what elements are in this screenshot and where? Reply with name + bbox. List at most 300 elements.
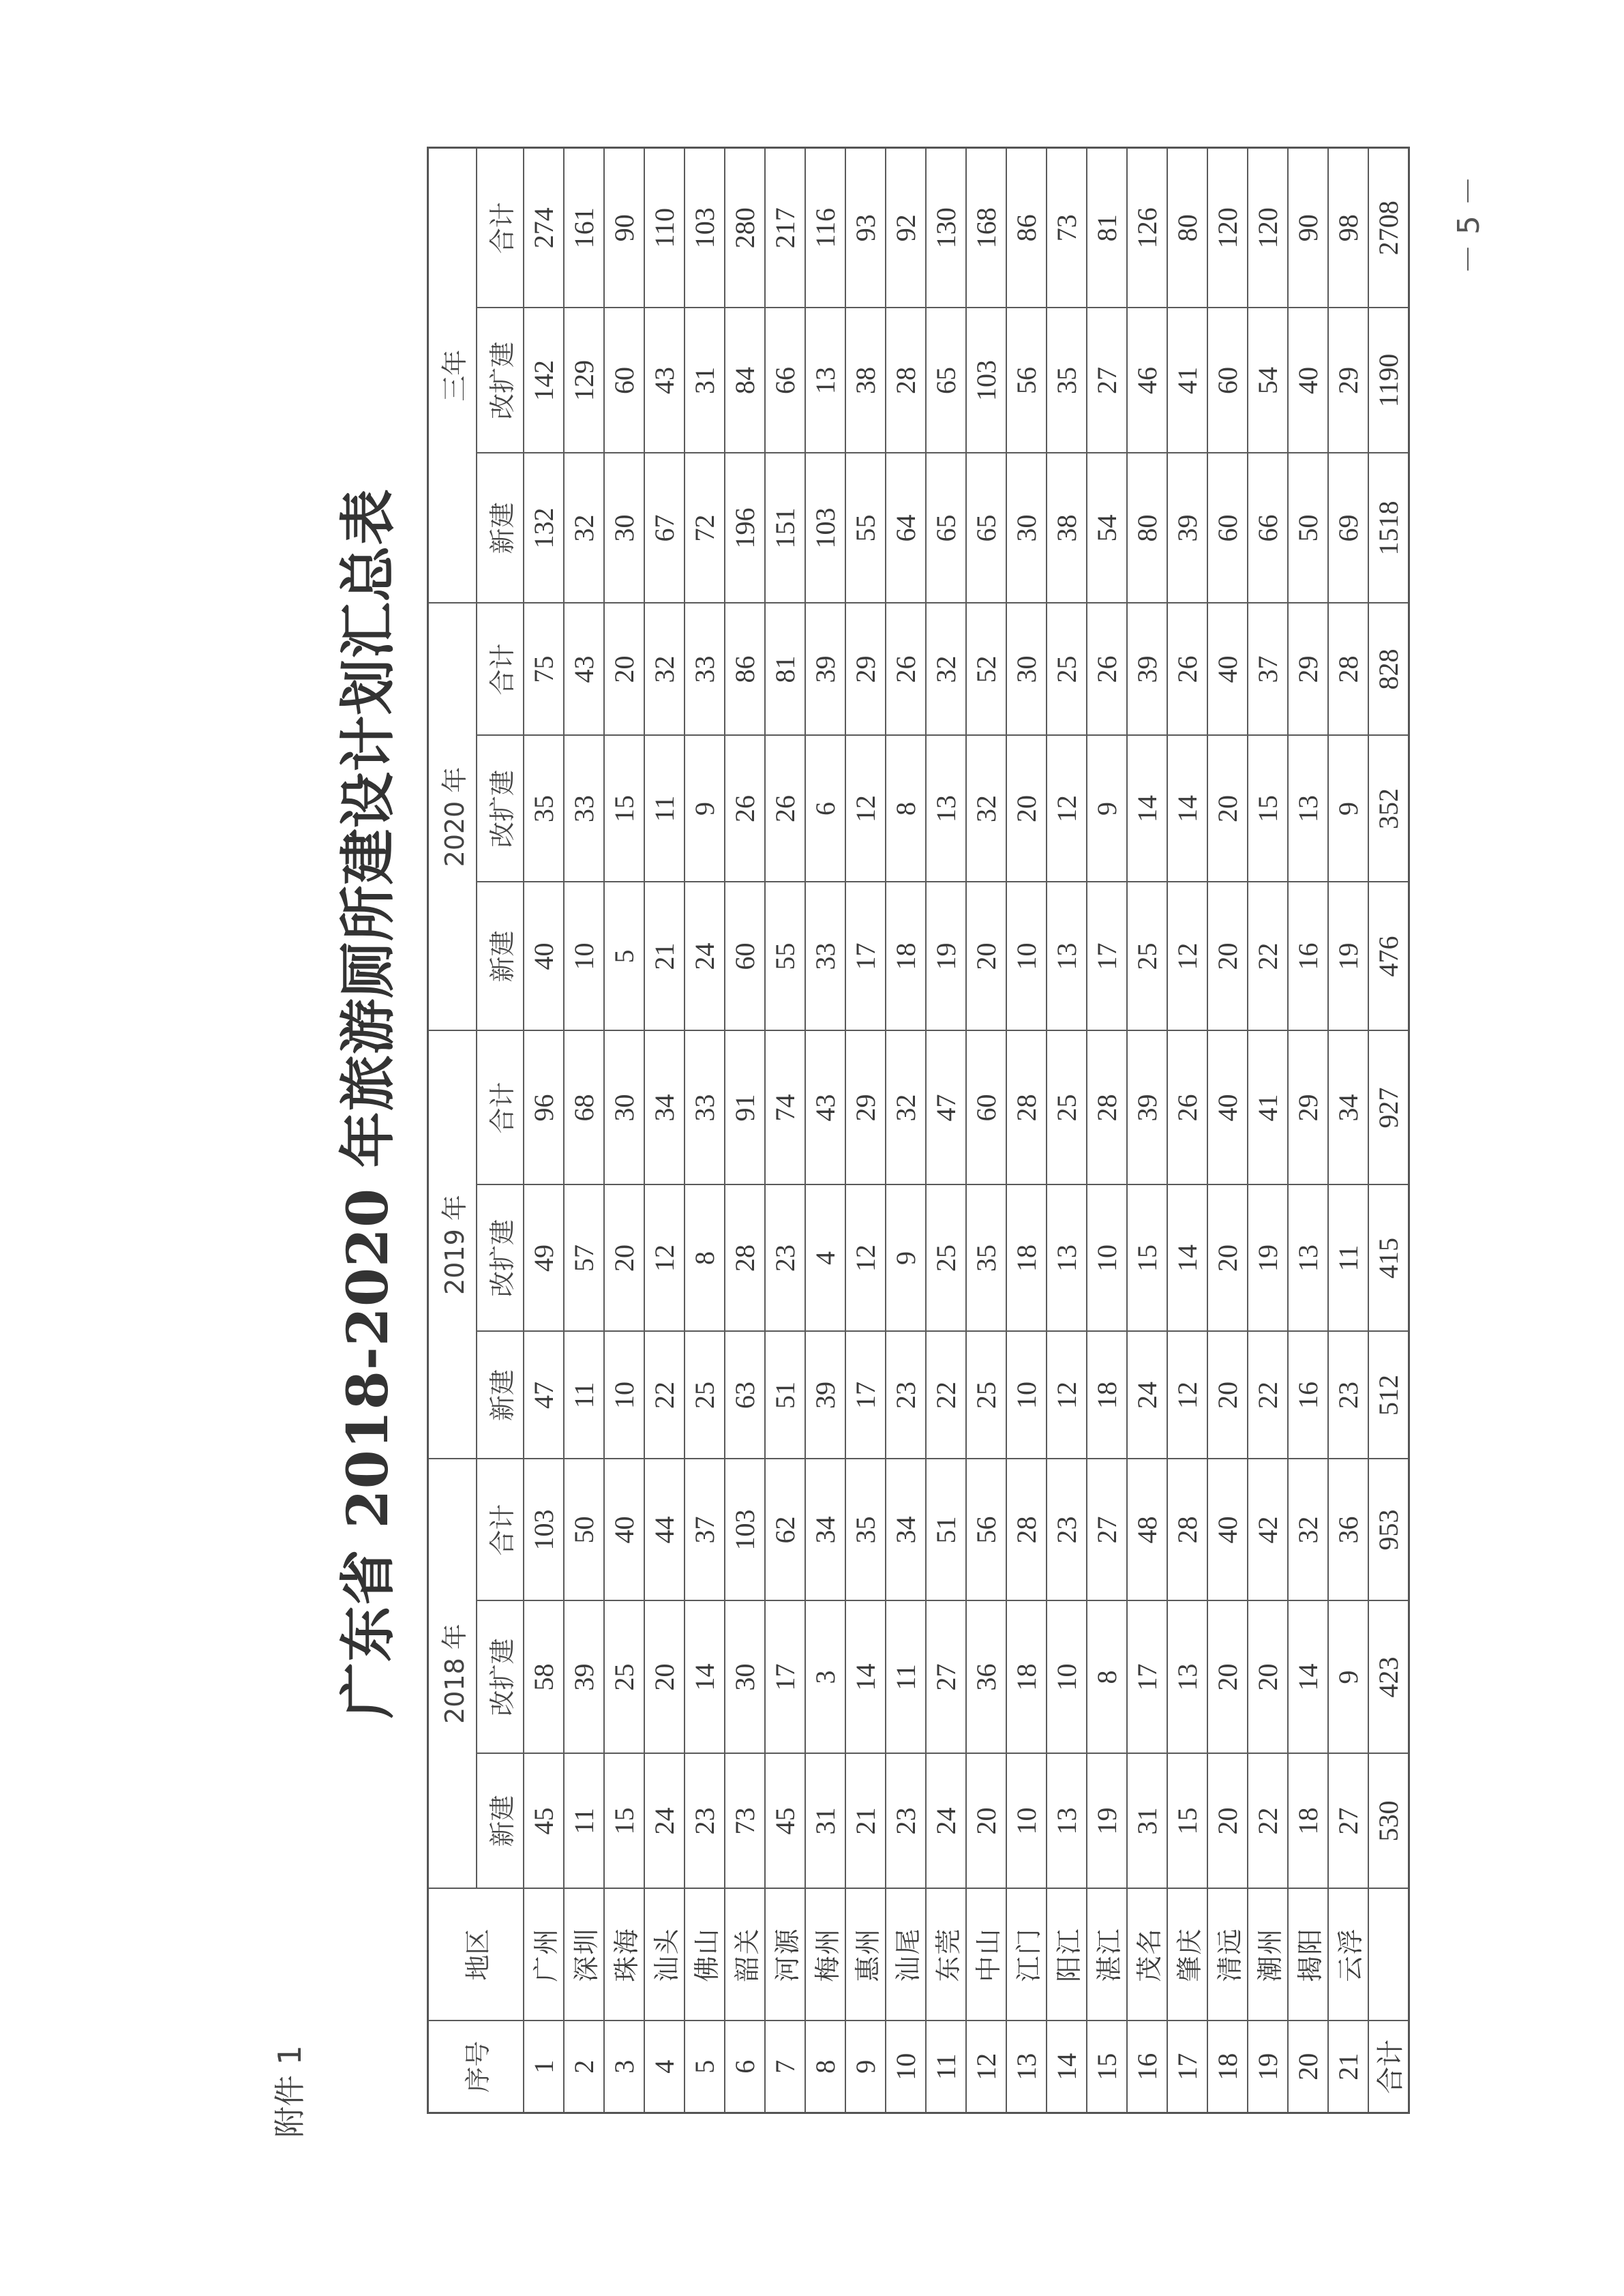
- header-group-2018: 2018 年: [428, 1459, 477, 1888]
- cell-three-year-total: 280: [725, 147, 765, 308]
- table-row: [1248, 147, 1288, 2113]
- cell-2020-renovate: 32: [966, 735, 1006, 882]
- row-region: 清远: [1207, 1889, 1248, 2021]
- table-row: [1288, 147, 1328, 2113]
- cell-2019-total: 60: [966, 1030, 1006, 1184]
- row-index: 17: [1167, 2021, 1207, 2113]
- cell-three-year-renovate: 40: [1288, 308, 1328, 453]
- cell-2020-new: 19: [926, 882, 966, 1030]
- cell-2018-new: 27: [1328, 1754, 1368, 1889]
- cell-2019-total: 25: [1047, 1030, 1087, 1184]
- cell-2018-total: 953: [1368, 1459, 1409, 1600]
- cell-2019-total: 29: [845, 1030, 886, 1184]
- cell-three-year-total: 81: [1087, 147, 1127, 308]
- cell-2020-new: 10: [1006, 882, 1047, 1030]
- cell-three-year-total: 120: [1248, 147, 1288, 308]
- cell-2018-total: 35: [845, 1459, 886, 1600]
- cell-2019-new: 23: [1328, 1331, 1368, 1459]
- row-index: 21: [1328, 2021, 1368, 2113]
- cell-three-year-new: 103: [805, 453, 845, 603]
- cell-2018-new: 13: [1047, 1754, 1087, 1889]
- cell-three-year-total: 120: [1207, 147, 1248, 308]
- cell-2019-new: 63: [725, 1331, 765, 1459]
- cell-three-year-renovate: 35: [1047, 308, 1087, 453]
- table-row: [564, 147, 604, 2113]
- cell-2019-new: 10: [604, 1331, 644, 1459]
- cell-2018-new: 45: [524, 1754, 564, 1889]
- row-region: 惠州: [845, 1889, 886, 2021]
- cell-2018-total: 34: [805, 1459, 845, 1600]
- cell-2020-new: 40: [524, 882, 564, 1030]
- row-region: 汕头: [644, 1889, 685, 2021]
- header-group-three-year: 三年: [428, 147, 477, 603]
- header-2020-renovate: 改扩建: [477, 735, 524, 882]
- cell-2018-renovate: 11: [886, 1601, 926, 1754]
- table-row: [886, 147, 926, 2113]
- total-label: 合计: [1368, 2021, 1409, 2113]
- cell-three-year-renovate: 84: [725, 308, 765, 453]
- row-region: 江门: [1006, 1889, 1047, 2021]
- cell-2018-renovate: 39: [564, 1601, 604, 1754]
- row-region: 韶关: [725, 1889, 765, 2021]
- cell-2020-total: 37: [1248, 603, 1288, 735]
- cell-2020-new: 17: [1087, 882, 1127, 1030]
- cell-2020-renovate: 26: [765, 735, 805, 882]
- row-region: 揭阳: [1288, 1889, 1328, 2021]
- cell-2020-total: 28: [1328, 603, 1368, 735]
- cell-2018-new: 11: [564, 1754, 604, 1889]
- cell-2018-total: 27: [1087, 1459, 1127, 1600]
- row-region: 湛江: [1087, 1889, 1127, 2021]
- table-row: [1087, 147, 1127, 2113]
- cell-2020-total: 20: [604, 603, 644, 735]
- cell-three-year-total: 98: [1328, 147, 1368, 308]
- cell-2020-renovate: 9: [1087, 735, 1127, 882]
- cell-2018-renovate: 20: [1248, 1601, 1288, 1754]
- cell-2019-renovate: 20: [604, 1184, 644, 1331]
- cell-2019-new: 23: [886, 1331, 926, 1459]
- cell-2019-renovate: 8: [685, 1184, 725, 1331]
- table-row: [1167, 147, 1207, 2113]
- cell-three-year-total: 80: [1167, 147, 1207, 308]
- cell-2018-total: 103: [725, 1459, 765, 1600]
- row-region: 云浮: [1328, 1889, 1368, 2021]
- cell-2019-new: 12: [1047, 1331, 1087, 1459]
- row-region: 广州: [524, 1889, 564, 2021]
- cell-2020-new: 17: [845, 882, 886, 1030]
- table-row: [685, 147, 725, 2113]
- cell-2019-total: 29: [1288, 1030, 1328, 1184]
- cell-2020-total: 26: [886, 603, 926, 735]
- cell-three-year-new: 196: [725, 453, 765, 603]
- table-body: [524, 147, 1409, 2113]
- header-row-groups: [428, 147, 477, 2113]
- cell-2019-new: 12: [1167, 1331, 1207, 1459]
- cell-2020-total: 26: [1087, 603, 1127, 735]
- cell-three-year-new: 69: [1328, 453, 1368, 603]
- cell-three-year-total: 110: [644, 147, 685, 308]
- cell-2020-new: 476: [1368, 882, 1409, 1030]
- cell-2020-new: 25: [1127, 882, 1167, 1030]
- cell-2019-new: 17: [845, 1331, 886, 1459]
- cell-three-year-renovate: 41: [1167, 308, 1207, 453]
- header-2020-total: 合计: [477, 603, 524, 735]
- cell-2019-new: 25: [966, 1331, 1006, 1459]
- cell-2018-total: 36: [1328, 1459, 1368, 1600]
- cell-2020-new: 20: [966, 882, 1006, 1030]
- row-region: 东莞: [926, 1889, 966, 2021]
- cell-2019-new: 11: [564, 1331, 604, 1459]
- cell-2020-new: 33: [805, 882, 845, 1030]
- cell-2020-renovate: 20: [1207, 735, 1248, 882]
- table-row: [1328, 147, 1368, 2113]
- cell-2020-renovate: 13: [1288, 735, 1328, 882]
- row-region: 肇庆: [1167, 1889, 1207, 2021]
- cell-2018-renovate: 9: [1328, 1601, 1368, 1754]
- header-2018-total: 合计: [477, 1459, 524, 1600]
- cell-2019-total: 43: [805, 1030, 845, 1184]
- cell-three-year-total: 103: [685, 147, 725, 308]
- row-index: 18: [1207, 2021, 1248, 2113]
- cell-2018-total: 28: [1167, 1459, 1207, 1600]
- row-index: 9: [845, 2021, 886, 2113]
- cell-three-year-new: 67: [644, 453, 685, 603]
- cell-2019-renovate: 35: [966, 1184, 1006, 1331]
- cell-three-year-total: 168: [966, 147, 1006, 308]
- cell-2019-total: 30: [604, 1030, 644, 1184]
- cell-2018-total: 32: [1288, 1459, 1328, 1600]
- table-row: [926, 147, 966, 2113]
- cell-2020-new: 24: [685, 882, 725, 1030]
- cell-2019-total: 47: [926, 1030, 966, 1184]
- row-index: 5: [685, 2021, 725, 2113]
- cell-2018-new: 15: [1167, 1754, 1207, 1889]
- cell-2018-renovate: 8: [1087, 1601, 1127, 1754]
- cell-2018-renovate: 27: [926, 1601, 966, 1754]
- cell-2020-renovate: 8: [886, 735, 926, 882]
- cell-2020-new: 60: [725, 882, 765, 1030]
- cell-2018-new: 530: [1368, 1754, 1409, 1889]
- plan-summary-table: [427, 147, 1410, 2114]
- cell-2019-total: 26: [1167, 1030, 1207, 1184]
- cell-2019-total: 40: [1207, 1030, 1248, 1184]
- header-2019-renovate: 改扩建: [477, 1184, 524, 1331]
- cell-2018-renovate: 30: [725, 1601, 765, 1754]
- cell-2018-total: 34: [886, 1459, 926, 1600]
- cell-2019-new: 20: [1207, 1331, 1248, 1459]
- cell-2020-total: 30: [1006, 603, 1047, 735]
- cell-2020-new: 5: [604, 882, 644, 1030]
- cell-2020-new: 10: [564, 882, 604, 1030]
- cell-2019-total: 41: [1248, 1030, 1288, 1184]
- cell-2019-total: 96: [524, 1030, 564, 1184]
- table-row: [966, 147, 1006, 2113]
- cell-2020-renovate: 352: [1368, 735, 1409, 882]
- cell-three-year-new: 66: [1248, 453, 1288, 603]
- row-index: 10: [886, 2021, 926, 2113]
- cell-2020-total: 39: [1127, 603, 1167, 735]
- cell-2018-renovate: 58: [524, 1601, 564, 1754]
- cell-2019-new: 10: [1006, 1331, 1047, 1459]
- cell-2018-renovate: 10: [1047, 1601, 1087, 1754]
- cell-three-year-total: 116: [805, 147, 845, 308]
- cell-2020-total: 828: [1368, 603, 1409, 735]
- cell-three-year-renovate: 29: [1328, 308, 1368, 453]
- cell-three-year-new: 72: [685, 453, 725, 603]
- row-index: 12: [966, 2021, 1006, 2113]
- cell-2018-total: 48: [1127, 1459, 1167, 1600]
- cell-2020-renovate: 15: [1248, 735, 1288, 882]
- cell-2018-renovate: 20: [1207, 1601, 1248, 1754]
- cell-2018-new: 21: [845, 1754, 886, 1889]
- cell-three-year-renovate: 1190: [1368, 308, 1409, 453]
- cell-2020-total: 29: [845, 603, 886, 735]
- cell-2020-total: 29: [1288, 603, 1328, 735]
- cell-2020-new: 18: [886, 882, 926, 1030]
- cell-2020-total: 25: [1047, 603, 1087, 735]
- cell-2020-renovate: 15: [604, 735, 644, 882]
- cell-three-year-renovate: 66: [765, 308, 805, 453]
- cell-2019-renovate: 415: [1368, 1184, 1409, 1331]
- cell-2019-renovate: 23: [765, 1184, 805, 1331]
- cell-three-year-total: 217: [765, 147, 805, 308]
- cell-three-year-new: 132: [524, 453, 564, 603]
- cell-three-year-total: 90: [1288, 147, 1328, 308]
- cell-three-year-renovate: 43: [644, 308, 685, 453]
- cell-2019-new: 16: [1288, 1331, 1328, 1459]
- cell-three-year-new: 80: [1127, 453, 1167, 603]
- attachment-label: 附件 1: [271, 2045, 308, 2138]
- cell-2018-total: 44: [644, 1459, 685, 1600]
- cell-2020-total: 81: [765, 603, 805, 735]
- cell-2018-total: 103: [524, 1459, 564, 1600]
- cell-2020-renovate: 9: [685, 735, 725, 882]
- cell-2018-new: 31: [805, 1754, 845, 1889]
- row-index: 11: [926, 2021, 966, 2113]
- cell-three-year-renovate: 60: [604, 308, 644, 453]
- table-row: [765, 147, 805, 2113]
- row-region: 阳江: [1047, 1889, 1087, 2021]
- table-row: [604, 147, 644, 2113]
- cell-2019-total: 34: [644, 1030, 685, 1184]
- row-region: 汕尾: [886, 1889, 926, 2021]
- cell-three-year-new: 64: [886, 453, 926, 603]
- row-index: 4: [644, 2021, 685, 2113]
- cell-2018-total: 40: [1207, 1459, 1248, 1600]
- cell-three-year-new: 151: [765, 453, 805, 603]
- cell-three-year-renovate: 31: [685, 308, 725, 453]
- row-index: 1: [524, 2021, 564, 2113]
- cell-three-year-renovate: 54: [1248, 308, 1288, 453]
- cell-2020-total: 75: [524, 603, 564, 735]
- row-index: 14: [1047, 2021, 1087, 2113]
- cell-three-year-renovate: 27: [1087, 308, 1127, 453]
- header-2019-total: 合计: [477, 1030, 524, 1184]
- cell-three-year-renovate: 142: [524, 308, 564, 453]
- row-index: 2: [564, 2021, 604, 2113]
- cell-2018-new: 18: [1288, 1754, 1328, 1889]
- table-row: [805, 147, 845, 2113]
- cell-2019-renovate: 15: [1127, 1184, 1167, 1331]
- cell-2019-new: 24: [1127, 1331, 1167, 1459]
- cell-2019-renovate: 10: [1087, 1184, 1127, 1331]
- cell-2019-renovate: 12: [845, 1184, 886, 1331]
- header-three-year-renovate: 改扩建: [477, 308, 524, 453]
- cell-2020-total: 40: [1207, 603, 1248, 735]
- cell-three-year-total: 93: [845, 147, 886, 308]
- cell-2020-renovate: 12: [1047, 735, 1087, 882]
- cell-2020-new: 22: [1248, 882, 1288, 1030]
- cell-2020-renovate: 13: [926, 735, 966, 882]
- header-three-year-new: 新建: [477, 453, 524, 603]
- cell-three-year-total: 73: [1047, 147, 1087, 308]
- table-row: [1006, 147, 1047, 2113]
- cell-2019-renovate: 13: [1288, 1184, 1328, 1331]
- cell-three-year-total: 126: [1127, 147, 1167, 308]
- row-index: 16: [1127, 2021, 1167, 2113]
- table-row: [845, 147, 886, 2113]
- cell-2018-new: 19: [1087, 1754, 1127, 1889]
- cell-2020-renovate: 33: [564, 735, 604, 882]
- row-region: 深圳: [564, 1889, 604, 2021]
- table-row: [524, 147, 564, 2113]
- cell-2018-new: 31: [1127, 1754, 1167, 1889]
- document-title: 广东省 2018-2020 年旅游厕所建设计划汇总表: [335, 488, 401, 1718]
- cell-three-year-new: 65: [926, 453, 966, 603]
- cell-2020-total: 39: [805, 603, 845, 735]
- cell-2018-new: 24: [926, 1754, 966, 1889]
- header-2019-new: 新建: [477, 1331, 524, 1459]
- cell-three-year-renovate: 129: [564, 308, 604, 453]
- cell-2018-new: 20: [966, 1754, 1006, 1889]
- cell-three-year-new: 65: [966, 453, 1006, 603]
- page-number: － 5 －: [1452, 176, 1486, 274]
- header-2018-renovate: 改扩建: [477, 1601, 524, 1754]
- header-group-2019: 2019 年: [428, 1030, 477, 1459]
- table-row: [1127, 147, 1167, 2113]
- cell-2018-new: 24: [644, 1754, 685, 1889]
- row-index: 13: [1006, 2021, 1047, 2113]
- cell-2019-renovate: 11: [1328, 1184, 1368, 1331]
- cell-2019-new: 512: [1368, 1331, 1409, 1459]
- cell-2019-renovate: 18: [1006, 1184, 1047, 1331]
- row-region: 珠海: [604, 1889, 644, 2021]
- cell-2020-renovate: 20: [1006, 735, 1047, 882]
- cell-2019-total: 68: [564, 1030, 604, 1184]
- cell-2018-total: 23: [1047, 1459, 1087, 1600]
- cell-three-year-new: 60: [1207, 453, 1248, 603]
- cell-2019-total: 927: [1368, 1030, 1409, 1184]
- cell-three-year-total: 86: [1006, 147, 1047, 308]
- row-index: 7: [765, 2021, 805, 2113]
- cell-2018-new: 23: [685, 1754, 725, 1889]
- cell-2018-renovate: 423: [1368, 1601, 1409, 1754]
- row-index: 6: [725, 2021, 765, 2113]
- cell-three-year-total: 92: [886, 147, 926, 308]
- cell-three-year-renovate: 28: [886, 308, 926, 453]
- cell-2019-new: 22: [926, 1331, 966, 1459]
- cell-2019-renovate: 9: [886, 1184, 926, 1331]
- cell-2020-renovate: 11: [644, 735, 685, 882]
- cell-2019-renovate: 12: [644, 1184, 685, 1331]
- cell-three-year-new: 32: [564, 453, 604, 603]
- cell-2019-total: 28: [1087, 1030, 1127, 1184]
- cell-2018-renovate: 17: [1127, 1601, 1167, 1754]
- cell-three-year-total: 274: [524, 147, 564, 308]
- row-index: 3: [604, 2021, 644, 2113]
- cell-2020-new: 20: [1207, 882, 1248, 1030]
- cell-2019-total: 91: [725, 1030, 765, 1184]
- cell-2018-total: 37: [685, 1459, 725, 1600]
- header-region: 地区: [428, 1889, 524, 2021]
- cell-three-year-new: 1518: [1368, 453, 1409, 603]
- cell-2018-renovate: 18: [1006, 1601, 1047, 1754]
- cell-2018-total: 28: [1006, 1459, 1047, 1600]
- row-region: 茂名: [1127, 1889, 1167, 2021]
- cell-2018-total: 51: [926, 1459, 966, 1600]
- cell-2019-new: 51: [765, 1331, 805, 1459]
- cell-three-year-renovate: 38: [845, 308, 886, 453]
- row-index: 20: [1288, 2021, 1328, 2113]
- cell-three-year-new: 30: [604, 453, 644, 603]
- cell-three-year-new: 39: [1167, 453, 1207, 603]
- cell-2019-renovate: 25: [926, 1184, 966, 1331]
- cell-three-year-total: 130: [926, 147, 966, 308]
- cell-2018-renovate: 36: [966, 1601, 1006, 1754]
- cell-three-year-new: 38: [1047, 453, 1087, 603]
- plan-summary-table-container: [427, 149, 1407, 2114]
- row-region: 梅州: [805, 1889, 845, 2021]
- cell-2020-new: 19: [1328, 882, 1368, 1030]
- row-region: 佛山: [685, 1889, 725, 2021]
- cell-2018-total: 50: [564, 1459, 604, 1600]
- cell-2019-new: 22: [1248, 1331, 1288, 1459]
- cell-2019-new: 47: [524, 1331, 564, 1459]
- table-row: [1207, 147, 1248, 2113]
- cell-2018-renovate: 14: [1288, 1601, 1328, 1754]
- cell-2019-renovate: 20: [1207, 1184, 1248, 1331]
- cell-2018-renovate: 25: [604, 1601, 644, 1754]
- cell-2019-renovate: 49: [524, 1184, 564, 1331]
- cell-2019-new: 39: [805, 1331, 845, 1459]
- cell-2018-renovate: 20: [644, 1601, 685, 1754]
- header-2020-new: 新建: [477, 882, 524, 1030]
- cell-2019-renovate: 19: [1248, 1184, 1288, 1331]
- cell-2019-renovate: 4: [805, 1184, 845, 1331]
- cell-2018-new: 23: [886, 1754, 926, 1889]
- cell-three-year-total: 161: [564, 147, 604, 308]
- cell-2018-renovate: 13: [1167, 1601, 1207, 1754]
- cell-2018-renovate: 14: [685, 1601, 725, 1754]
- cell-2018-new: 45: [765, 1754, 805, 1889]
- cell-2019-renovate: 14: [1167, 1184, 1207, 1331]
- cell-2020-total: 33: [685, 603, 725, 735]
- cell-2018-total: 40: [604, 1459, 644, 1600]
- cell-2020-total: 26: [1167, 603, 1207, 735]
- cell-2019-total: 34: [1328, 1030, 1368, 1184]
- cell-three-year-new: 30: [1006, 453, 1047, 603]
- cell-2019-total: 74: [765, 1030, 805, 1184]
- cell-2019-new: 25: [685, 1331, 725, 1459]
- header-three-year-total: 合计: [477, 147, 524, 308]
- cell-2020-renovate: 14: [1167, 735, 1207, 882]
- cell-2019-total: 33: [685, 1030, 725, 1184]
- row-region: 河源: [765, 1889, 805, 2021]
- cell-2019-total: 39: [1127, 1030, 1167, 1184]
- cell-2018-new: 15: [604, 1754, 644, 1889]
- cell-2018-new: 10: [1006, 1754, 1047, 1889]
- cell-three-year-new: 55: [845, 453, 886, 603]
